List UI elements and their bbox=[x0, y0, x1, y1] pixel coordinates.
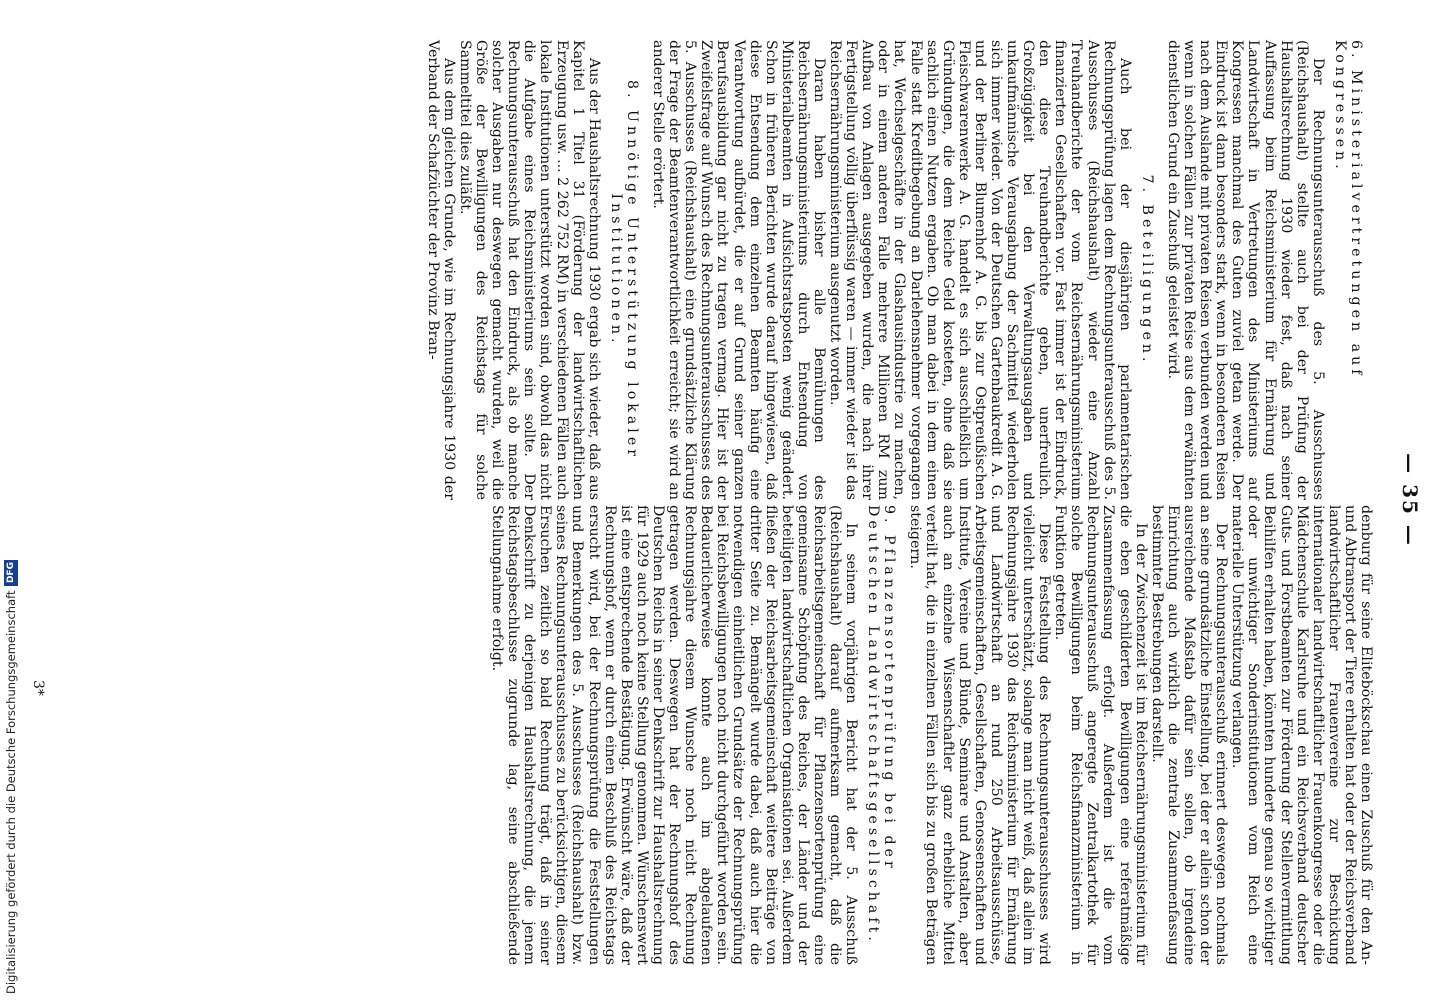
section-8-paragraph-1: Aus der Haushaltsrechnung 1930 ergab sich wieder, daß aus Kapitel 1 Titel 31 (Förderung der landwirtschaftlichen Erzeugung usw. ... 2 262 752 RM) in verschiedenen Fällen auch lokale Institutionen unterstützt worden sind, obwohl das nicht die Aufgabe eines Reichsministeriums sein sollte. Der Rechnungsunterausschuß hat den Eindruck, als ob manche solcher Ausgaben nur deswegen gemacht wurden, weil die Größe der Bewilligungen des Reichstags für solche Sammeltitel dies zuläßt. bbox=[457, 40, 602, 500]
digitization-note bbox=[0, 0, 22, 1000]
section-8-heading: 8. Unnötige Unterstützung lokaler Institutionen. bbox=[607, 79, 640, 461]
page-number: — 35 — bbox=[1398, 453, 1422, 547]
section-8-paragraph-2: Aus dem gleichen Grunde, wie im Rechnungsjahre 1930 der Verband der Schafzüchter der Provinz Bran- bbox=[424, 40, 457, 500]
signature-mark: 3* bbox=[30, 680, 46, 696]
paragraph-interim: In der Zwischenzeit ist im Reichsernährungsministerium für die eben geschilderten Bewilligungen eine referatmäßige Zusammenfassung erfolgt. Außerdem ist die vom Rechnungsunterausschuß angeregte Zentralkartothek für solche Bewilligungen beim Reichsfinanzministerium in Funktion getreten. bbox=[1052, 505, 1149, 965]
section-7-paragraph-2: Daran haben bisher alle Bemühungen des Reichsernährungsministeriums durch Entsendung von Ministerialbeamten in Aufsichtsratsposten wenig geändert. Schon in früheren Berichten wurde darauf hingewiesen, daß diese Entsendung dem einzelnen Beamten häufig eine Verantwortung aufbürdet, die er auf Grund seiner ganzen Berufsausbildung gar nicht zu tragen vermag. Hier ist der Zweifelsfrage auf Wunsch des Rechnungsunterausschusses des 5. Ausschusses (Reichshaushalt) eine grundsätzliche Klärung der Frage der Beamtenverantwortlichkeit erreicht; sie wird an anderer Stelle erörtert. bbox=[650, 40, 827, 500]
continuation-paragraph: denburg für seine Eliteböckschau einen Zuschuß für den An- und Abtransport der Tiere erhalten hat oder der Reichsverband landwirtschaftlicher Frauenvereine zur Beschickung internationaler landwirtschaftlicher Frauenkongresse oder die Mädchenschule Karlsruhe und ein Reichsverband deutscher Guts- und Forstbeamten zur Förderung der Stellenvermittlung Beihilfen erhalten haben, könnten hunderte genau so wichtiger oder unwichtiger Sonderinstitutionen vom Reich eine materielle Unterstützung verlangen. bbox=[1229, 505, 1374, 965]
paragraph-findings: Diese Feststellung des Rechnungsunterausschusses wird vielleicht unterschätzt, solange man nicht weiß, daß allein im Rechnungsjahre 1930 das Reichsministerium für Ernährung und Landwirtschaft an rund 250 Arbeitsausschüsse, Arbeitsgemeinschaften, Gesellschaften, Genossenschaften und Institute, Vereine und Bünde, Seminare und Anstalten, aber auch an einzelne Wissenschaftler ganz erhebliche Mittel verteilt hat, die in einzelnen Fällen sich bis zu großen Beträgen steigern. bbox=[907, 505, 1053, 965]
section-6-heading: 6. Ministerialvertretungen auf Kongressen. bbox=[1331, 40, 1364, 379]
dfg-logo: DFG bbox=[4, 560, 18, 586]
section-6-paragraph: Der Rechnungsunterausschuß des 5. Ausschusses (Reichshaushalt) stellte auch bei der Prüfung der Haushaltsrechnung 1930 wieder fest, daß nach seiner Auffassung beim Reichsministerium für Ernährung und Landwirtschaft in Vertretungen des Ministeriums auf Kongressen manchmal des Guten zuviel getan werde. Der Eindruck ist dann besonders stark, wenn in besonderen Reisen nach dem Auslande mit privaten Reisen verbunden werden und wenn in solchen Fällen zur privaten Reise aus dem erwähnten dienstlichen Grund ein Zuschuß geleistet wird. bbox=[1164, 40, 1326, 500]
digitization-note-text: Digitalisierung gefördert durch die Deutsche Forschungsgemeinschaft bbox=[4, 590, 18, 994]
paragraph-committee-reminder: Der Rechnungsunterausschuß erinnert deswegen nochmals an seine grundsätzliche Einstellung, bei der er allein schon der ausreichende Maßstab dafür sein sollen, ob irgendeine Einrichtung auch wirklich die zentrale Zusammenfassung bestimmter Bestrebungen darstellt. bbox=[1148, 505, 1230, 965]
section-9-heading: 9. Pflanzensortenprüfung bei der Deutschen Landwirtschaftsgesellschaft. bbox=[865, 505, 898, 945]
section-7-paragraph-1: Auch bei der diesjährigen parlamentarischen Rechnungsprüfung lagen dem Rechnungsunterausschuß des 5. Ausschusses (Reichshaushalt) wieder eine Anzahl Treuhandberichte der vom Reichsernährungsministerium finanzierten Gesellschaften vor. Fast immer ist der Eindruck, den diese Treuhandberichte geben, unerfreulich. Großzügigkeit bei den Verwaltungsausgaben und unkaufmännische Verausgabung der Sachmittel wiederholen sich immer wieder. Von der Deutschen Gartenbaukredit A. G. und der Berliner Blumenhof A. G. bis zur Ostpreußischen Fleischwarenwerke A. G. handelt es sich ausschließlich um Gründungen, die dem Reiche Geld kosteten, ohne daß sie sachlich einen Nutzen ergaben. Ob man dabei in dem einen Falle statt Kreditbegebung an Darlehensnehmer vorgegangen hat, Wechselgeschäfte in der Glashausindustrie zu machen, oder in einem anderen Falle mehrere Millionen RM zum Aufbau von Anlagen ausgegeben wurden, die nach ihrer Fertigstellung völlig überflüssig waren — immer wieder ist das Reichsernährungsministerium ausgenutzt worden. bbox=[827, 40, 1133, 500]
section-7-heading: 7. Beteiligungen. bbox=[1138, 174, 1155, 366]
left-column bbox=[425, 40, 1374, 500]
right-column bbox=[489, 505, 1374, 965]
section-9-paragraph: In seinem vorjährigen Bericht hat der 5. Ausschuß (Reichshaushalt) darauf aufmerksam gemacht, daß die Reichsarbeitsgemeinschaft für Pflanzensortenprüfung eine gemeinsame Schöpfung des Reiches, der Länder und der beteiligten landwirtschaftlichen Organisationen sei. Außerdem fließen der Reichsarbeitsgemeinschaft weitere Beiträge von dritter Seite zu. Bemängelt wurde dabei, daß auch hier die notwendigen einheitlichen Grundsätze der Rechnungsprüfung bei Reichsbewilligungen noch nicht durchgeführt worden sein. Bedauerlicherweise konnte auch im abgelaufenen Rechnungsjahre diesem Wunsche noch nicht Rechnung getragen werden. Deswegen hat der Rechnungshof des Deutschen Reichs in seiner Denkschrift zur Haushaltsrechnung für 1929 auch noch keine Stellung genommen. Wünschenswert ist eine entsprechende Bestätigung. Erwünscht wäre, daß der Rechnungshof, wenn er durch einen Beschluß des Reichstags ersucht wird, bei der Rechnungsprüfung die Feststellungen und Bemerkungen des 5. Ausschusses (Reichshaushalt) bzw. seines Rechnungsunterausschusses zu berücksichtigen, diesem Ersuchen zeitlich so bald Rechnung trägt, daß in seiner Denkschrift zu derjenigen Haushaltsrechnung, die jenem Reichstagsbeschlusse zugrunde lag, seine abschließende Stellungnahme erfolgt. bbox=[489, 505, 860, 965]
